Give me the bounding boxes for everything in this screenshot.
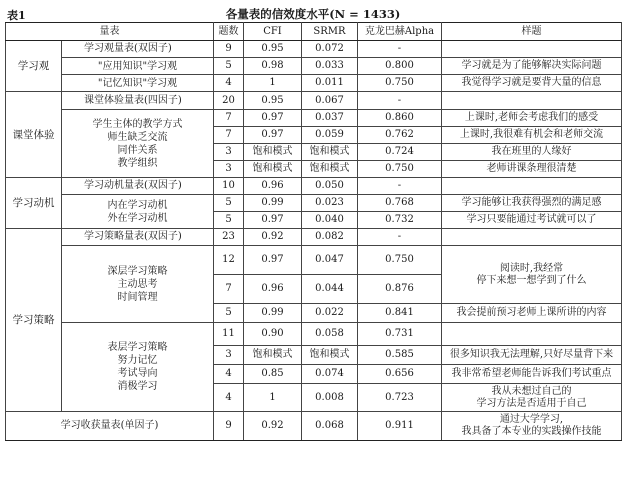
sample-line: 学习方法是否适用于自己 [476,397,587,409]
sample-cell [442,229,622,246]
table-row [6,246,622,275]
sample-cell: 学习就是为了能够解决实际问题 [442,58,622,75]
scale-name: 学习动机量表(双因子) [62,178,214,195]
table-caption [5,4,621,22]
cfi-cell: 0.90 [244,323,302,346]
cfi-cell: 饱和模式 [244,144,302,161]
srmr-cell: 0.044 [302,275,358,304]
items-cell: 7 [214,275,244,304]
subscale-label: 考试导向 [117,368,158,379]
srmr-cell: 0.072 [302,41,358,58]
subscale-label: 表层学习策略 [107,342,168,353]
scale-name: 学习收获量表(单因子) [6,412,214,441]
alpha-cell: 0.724 [358,144,442,161]
items-cell: 3 [214,144,244,161]
srmr-cell: 0.068 [302,412,358,441]
header-alpha: 克龙巴赫Alpha [358,23,442,41]
group-learning-view: 学习观 [6,41,62,92]
cfi-cell: 饱和模式 [244,346,302,365]
sample-cell: 学习只要能通过考试就可以了 [442,212,622,229]
alpha-cell: 0.911 [358,412,442,441]
sample-cell: 我觉得学习就是要背大量的信息 [442,75,622,92]
sample-cell [442,323,622,346]
srmr-cell: 0.058 [302,323,358,346]
cfi-cell: 0.99 [244,195,302,212]
srmr-cell: 0.067 [302,92,358,110]
subscale-label: 内在学习动机 [107,199,168,211]
header-items: 题数 [214,23,244,41]
header-cfi: CFI [244,23,302,41]
subscale-label: 学生主体的教学方式 [92,118,183,130]
alpha-cell: 0.723 [358,384,442,412]
sample-cell [442,41,622,58]
table-title: 各量表的信效度水平(N = 1433) [225,7,401,21]
srmr-cell: 0.011 [302,75,358,92]
subscale-label: 时间管理 [117,291,158,303]
table-row [6,229,622,246]
header-scale: 量表 [6,23,214,41]
cfi-cell: 0.97 [244,110,302,127]
alpha-cell: 0.750 [358,75,442,92]
sample-cell: 老师讲课条理很清楚 [442,161,622,178]
cfi-cell: 0.96 [244,275,302,304]
items-cell: 3 [214,161,244,178]
sample-cell [442,246,622,304]
items-cell: 12 [214,246,244,275]
sample-cell [442,92,622,110]
alpha-cell: 0.656 [358,365,442,384]
srmr-cell: 0.082 [302,229,358,246]
cfi-cell: 0.92 [244,412,302,441]
sample-cell [442,412,622,441]
cfi-cell: 0.99 [244,304,302,323]
srmr-cell: 0.033 [302,58,358,75]
alpha-cell: - [358,178,442,195]
sample-cell [442,178,622,195]
srmr-cell: 0.040 [302,212,358,229]
cfi-cell: 0.97 [244,246,302,275]
items-cell: 20 [214,92,244,110]
items-cell: 4 [214,384,244,412]
deep-strategy-subscales [62,246,214,323]
srmr-cell: 0.022 [302,304,358,323]
scale-name: "记忆知识"学习观 [62,75,214,92]
table-row [6,58,622,75]
alpha-cell: 0.750 [358,246,442,275]
alpha-cell: - [358,41,442,58]
sample-cell: 很多知识我无法理解,只好尽量背下来 [442,346,622,365]
subscale-label: 主动思考 [117,278,158,290]
cfi-cell: 1 [244,75,302,92]
srmr-cell: 0.008 [302,384,358,412]
srmr-cell: 饱和模式 [302,161,358,178]
alpha-cell: 0.732 [358,212,442,229]
srmr-cell: 0.037 [302,110,358,127]
alpha-cell: 0.750 [358,161,442,178]
subscale-label: 教学组织 [117,157,158,169]
srmr-cell: 0.059 [302,127,358,144]
items-cell: 5 [214,212,244,229]
header-srmr: SRMR [302,23,358,41]
group-motivation: 学习动机 [6,178,62,229]
classroom-subscales [62,110,214,178]
subscale-label: 深层学习策略 [107,265,168,277]
sample-cell [442,384,622,412]
items-cell: 9 [214,412,244,441]
header-sample: 样题 [442,23,622,41]
srmr-cell: 0.023 [302,195,358,212]
alpha-cell: 0.762 [358,127,442,144]
table-row [6,110,622,127]
sample-line: 我具备了本专业的实践操作技能 [461,426,602,437]
alpha-cell: 0.768 [358,195,442,212]
sample-cell: 我在班里的人缘好 [442,144,622,161]
scale-name: "应用知识"学习观 [62,58,214,75]
sample-line: 阅读时,我经常 [499,262,564,274]
items-cell: 5 [214,304,244,323]
items-cell: 10 [214,178,244,195]
cfi-cell: 0.97 [244,212,302,229]
motivation-subscales [62,195,214,229]
sample-line: 我从未想过自己的 [491,385,572,397]
cfi-cell: 0.98 [244,58,302,75]
table-row [6,323,622,346]
header-row [6,23,622,41]
cfi-cell: 0.92 [244,229,302,246]
table-row [6,75,622,92]
cfi-cell: 0.96 [244,178,302,195]
srmr-cell: 0.047 [302,246,358,275]
items-cell: 3 [214,346,244,365]
cfi-cell: 0.97 [244,127,302,144]
scale-name: 学习观量表(双因子) [62,41,214,58]
cfi-cell: 1 [244,384,302,412]
scale-name: 课堂体验量表(四因子) [62,92,214,110]
alpha-cell: 0.876 [358,275,442,304]
subscale-label: 消极学习 [117,381,158,392]
group-strategy: 学习策略 [6,229,62,412]
srmr-cell: 饱和模式 [302,346,358,365]
sample-cell: 学习能够让我获得强烈的满足感 [442,195,622,212]
subscale-label: 师生缺乏交流 [107,131,168,143]
group-classroom: 课堂体验 [6,92,62,178]
sample-cell: 我会提前预习老师上课所讲的内容 [442,304,622,323]
table-row [6,178,622,195]
surface-strategy-subscales [62,323,214,412]
cfi-cell: 0.85 [244,365,302,384]
items-cell: 7 [214,127,244,144]
cfi-cell: 0.95 [244,41,302,58]
items-cell: 4 [214,75,244,92]
table-row [6,41,622,58]
table-row [6,412,622,441]
table-label: 表1 [7,9,26,22]
items-cell: 7 [214,110,244,127]
table-row [6,92,622,110]
items-cell: 5 [214,195,244,212]
items-cell: 11 [214,323,244,346]
items-cell: 5 [214,58,244,75]
subscale-label: 同伴关系 [117,144,158,156]
sample-cell: 上课时,我很难有机会和老师交流 [442,127,622,144]
alpha-cell: 0.841 [358,304,442,323]
srmr-cell: 0.074 [302,365,358,384]
alpha-cell: - [358,229,442,246]
sample-cell: 上课时,老师会考虑我们的感受 [442,110,622,127]
scale-name: 学习策略量表(双因子) [62,229,214,246]
alpha-cell: 0.585 [358,346,442,365]
subscale-label: 努力记忆 [117,355,158,366]
cfi-cell: 0.95 [244,92,302,110]
sample-line: 停下来想一想学到了什么 [476,274,587,286]
alpha-cell: 0.731 [358,323,442,346]
table-row [6,195,622,212]
sample-line: 通过大学学习, [499,414,564,425]
items-cell: 9 [214,41,244,58]
cfi-cell: 饱和模式 [244,161,302,178]
reliability-validity-table [5,22,622,441]
srmr-cell: 饱和模式 [302,144,358,161]
subscale-label: 外在学习动机 [107,212,168,224]
alpha-cell: 0.860 [358,110,442,127]
srmr-cell: 0.050 [302,178,358,195]
alpha-cell: - [358,92,442,110]
items-cell: 4 [214,365,244,384]
alpha-cell: 0.800 [358,58,442,75]
items-cell: 23 [214,229,244,246]
sample-cell: 我非常希望老师能告诉我们考试重点 [442,365,622,384]
